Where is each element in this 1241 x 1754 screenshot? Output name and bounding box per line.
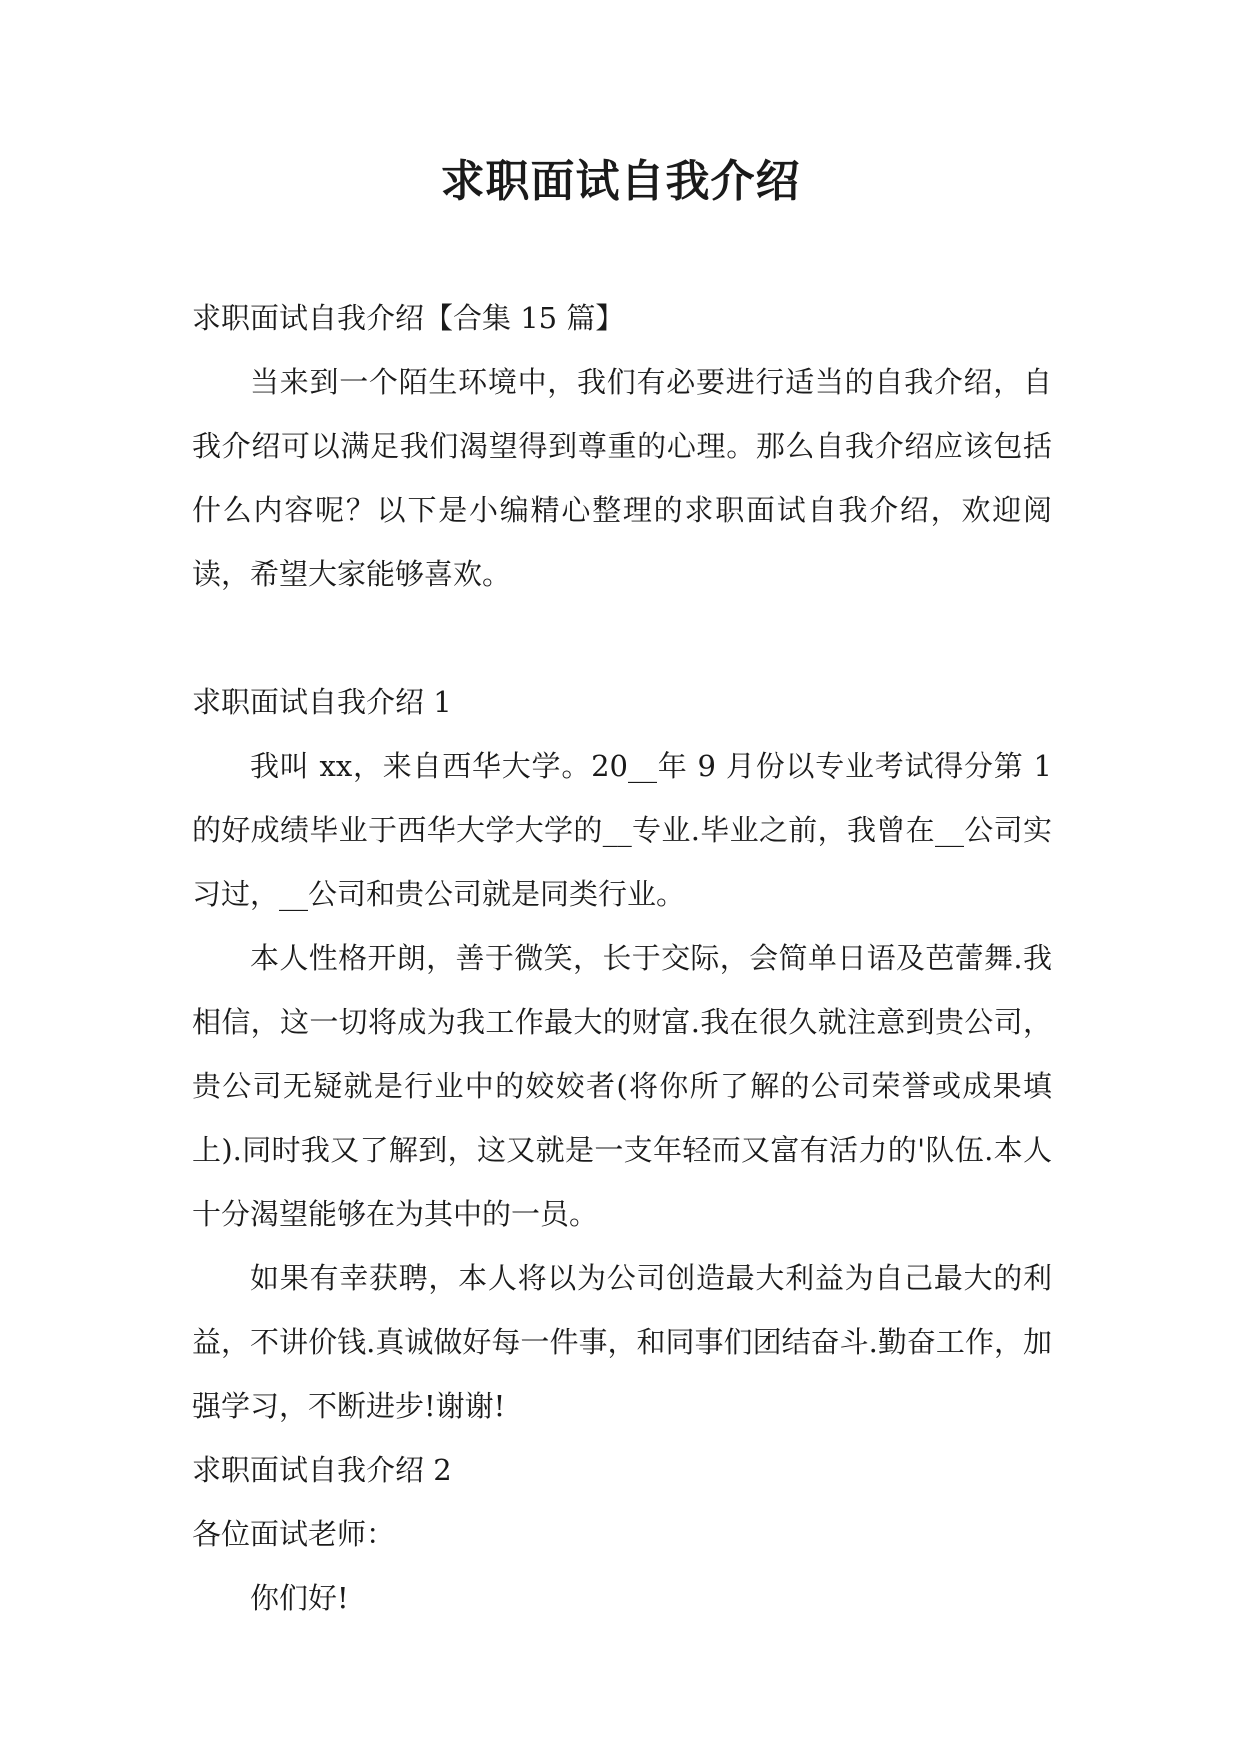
intro-paragraph: 当来到一个陌生环境中，我们有必要进行适当的自我介绍，自我介绍可以满足我们渴望得到尊重的心理。那么自我介绍应该包括什么内容呢？以下是小编精心整理的求职面试自我介绍，欢迎阅读，希望大家能够喜欢。 xyxy=(192,365,1052,591)
section-1-heading: 求职面试自我介绍 1 xyxy=(192,685,452,719)
salutation: 各位面试老师： xyxy=(192,1517,396,1551)
section-1-paragraph: 我叫 xx，来自西华大学。20__年 9 月份以专业考试得分第 1 的好成绩毕业于西华大学大学的__专业.毕业之前，我曾在__公司实习过，__公司和贵公司就是同类行业。 xyxy=(192,749,1052,911)
document-body xyxy=(192,286,1052,1630)
document-title: 求职面试自我介绍 xyxy=(440,156,801,207)
section-spacer xyxy=(192,606,1052,670)
section-2-heading: 求职面试自我介绍 2 xyxy=(192,1453,452,1487)
section-1-paragraph: 本人性格开朗，善于微笑，长于交际，会简单日语及芭蕾舞.我相信，这一切将成为我工作最大的财富.我在很久就注意到贵公司，贵公司无疑就是行业中的姣姣者(将你所了解的公司荣誉或成果填上).同时我又了解到，这又就是一支年轻而又富有活力的'队伍.本人十分渴望能够在为其中的一员。 xyxy=(192,941,1052,1231)
greeting: 你们好! xyxy=(250,1581,349,1615)
section-1-paragraph: 如果有幸获聘，本人将以为公司创造最大利益为自己最大的利益，不讲价钱.真诚做好每一件事，和同事们团结奋斗.勤奋工作，加强学习，不断进步!谢谢! xyxy=(192,1261,1052,1423)
collection-heading: 求职面试自我介绍【合集 15 篇】 xyxy=(192,301,625,335)
